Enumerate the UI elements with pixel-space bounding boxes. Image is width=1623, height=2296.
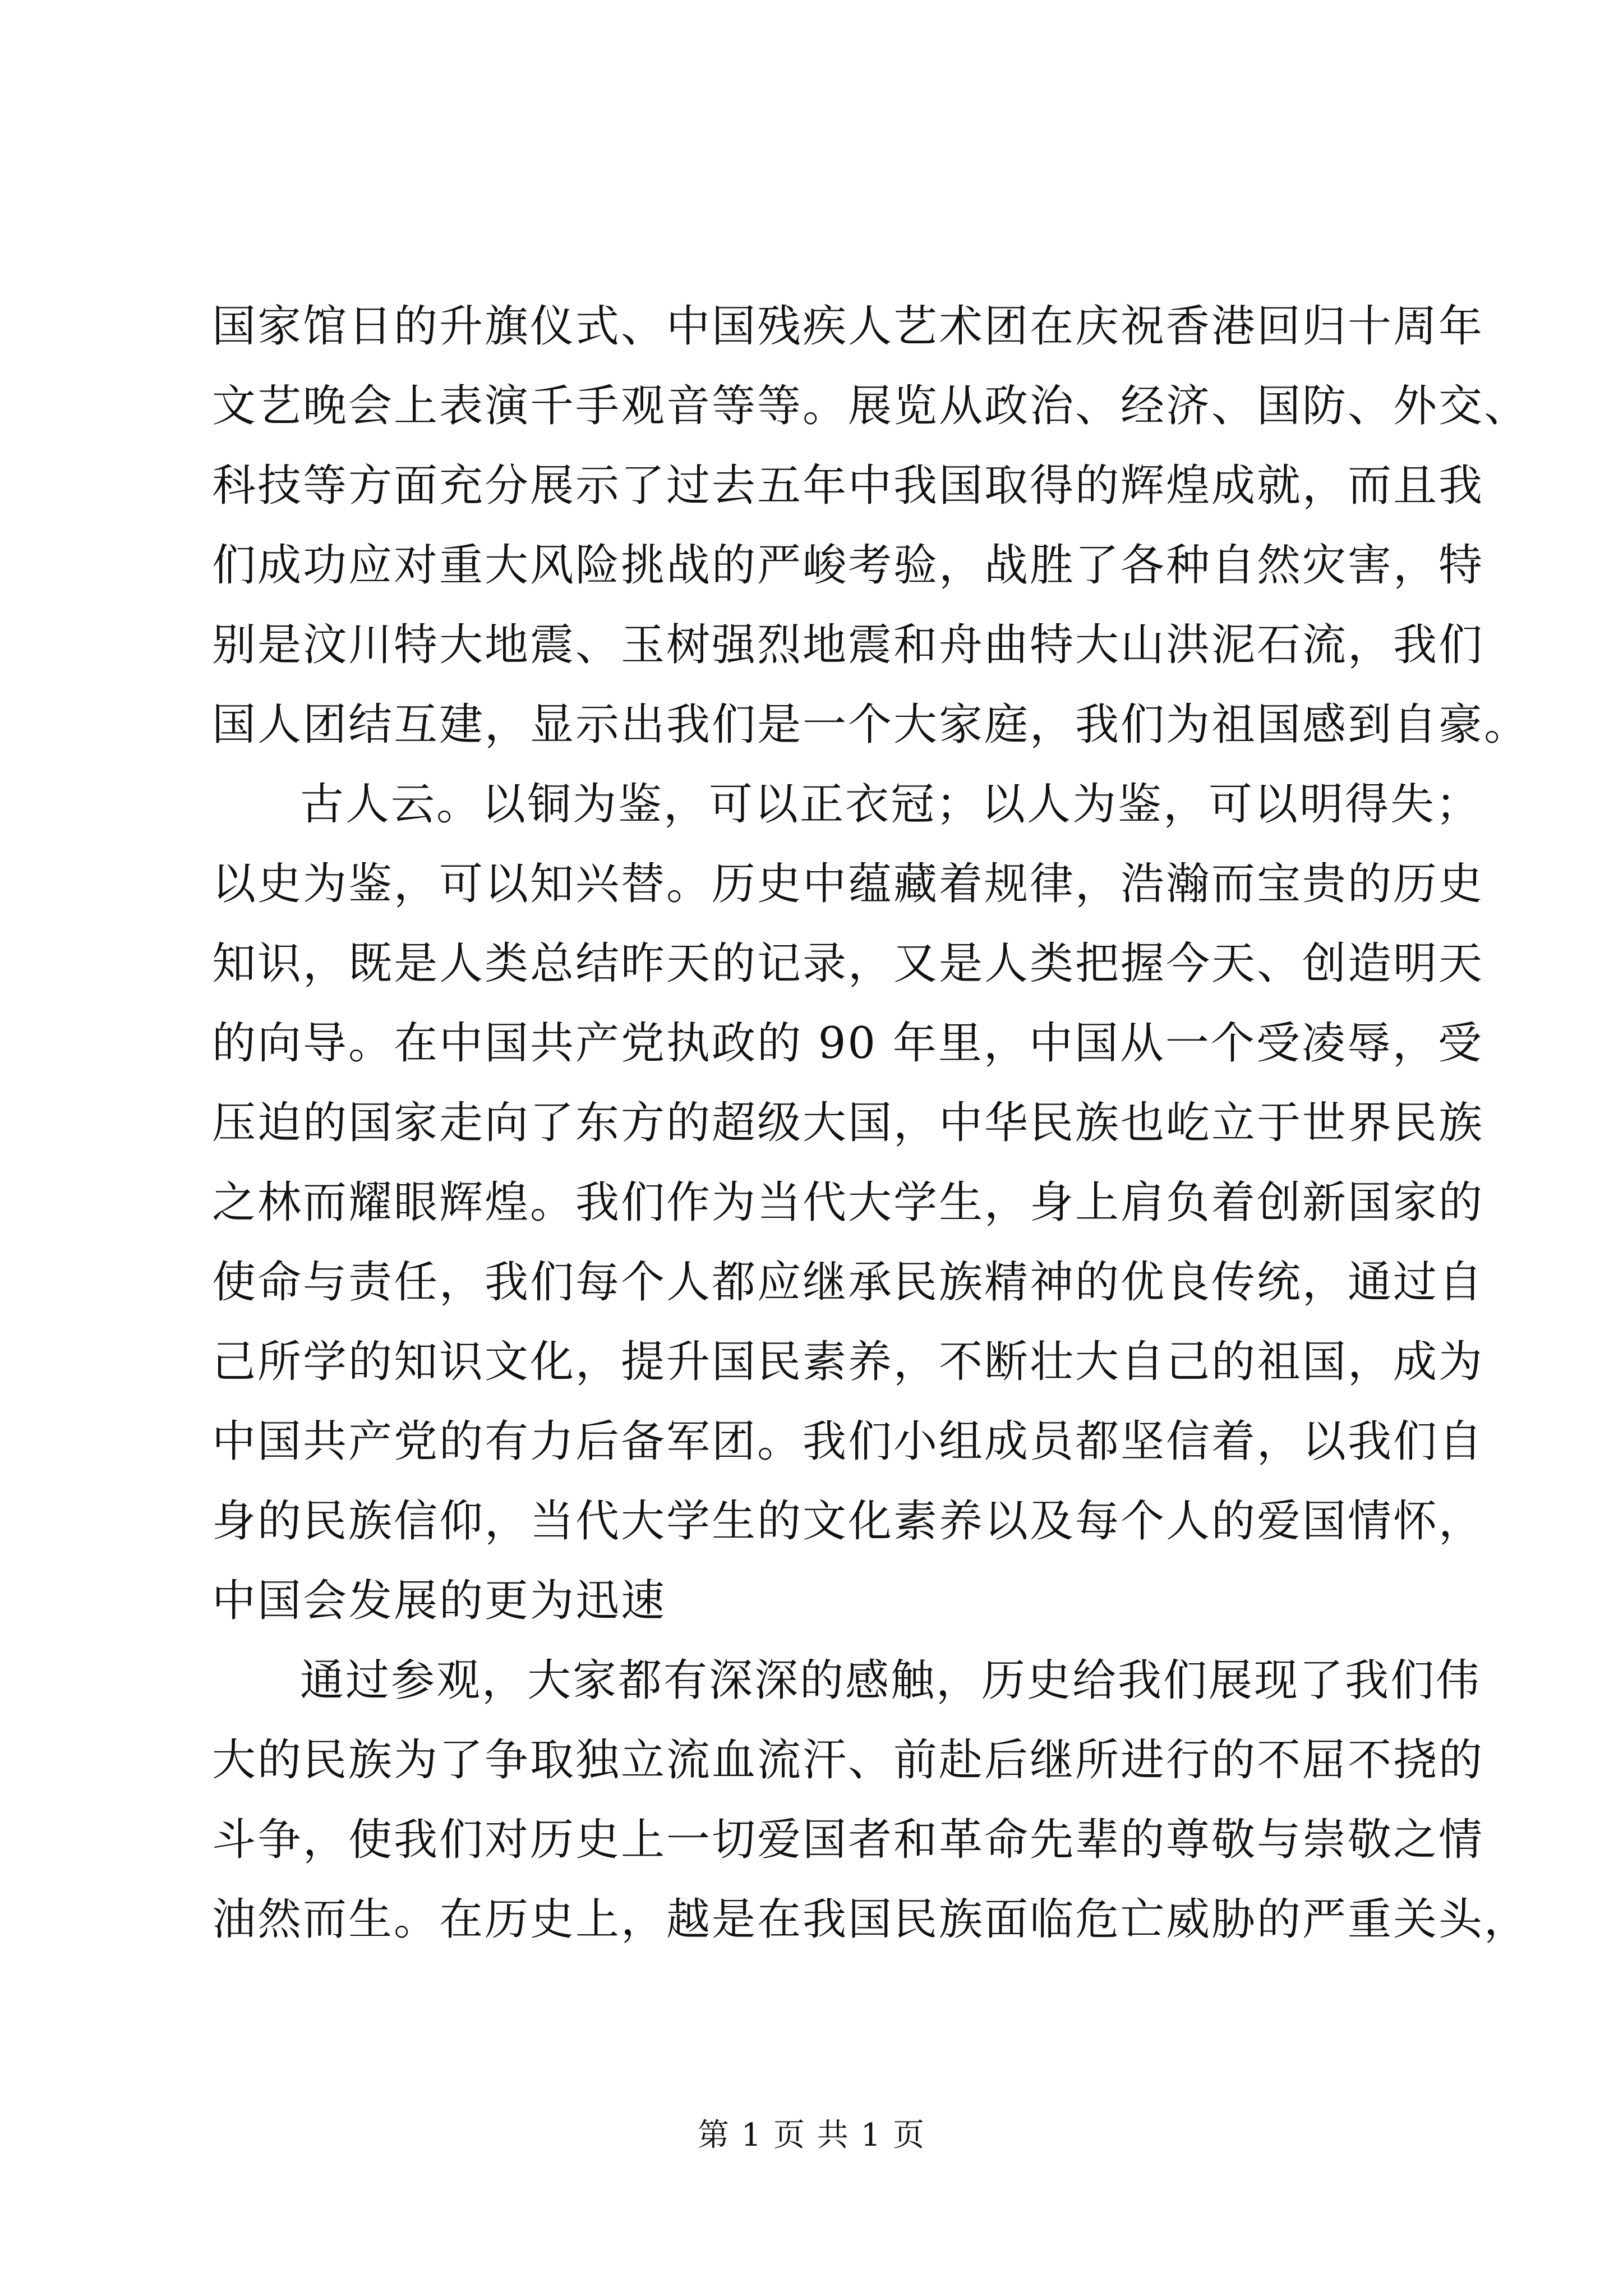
text-line-14: 己所学的知识文化，提升国民素养，不断壮大自己的祖国，成为 <box>212 1337 1484 1387</box>
text-line-19: 大的民族为了争取独立流血流汗、前赴后继所进行的不屈不挠的 <box>212 1735 1484 1786</box>
page-footer: 第 1 页 共 1 页 <box>697 2117 926 2154</box>
text-line-21: 油然而生。在历史上，越是在我国民族面临危亡威胁的严重关头， <box>212 1894 1530 1945</box>
text-line-5: 别是汶川特大地震、玉树强烈地震和舟曲特大山洪泥石流，我们 <box>212 620 1484 670</box>
text-line-8: 以史为鉴，可以知兴替。历史中蕴藏着规律，浩瀚而宝贵的历史 <box>212 859 1484 909</box>
text-line-13: 使命与责任，我们每个人都应继承民族精神的优良传统，通过自 <box>212 1257 1484 1308</box>
text-line-2: 文艺晚会上表演千手观音等等。展览从政治、经济、国防、外交、 <box>212 381 1530 431</box>
text-line-11: 压迫的国家走向了东方的超级大国，中华民族也屹立于世界民族 <box>212 1098 1484 1148</box>
text-line-16: 身的民族信仰，当代大学生的文化素养以及每个人的爱国情怀， <box>212 1496 1484 1547</box>
text-line-1: 国家馆日的升旗仪式、中国残疾人艺术团在庆祝香港回归十周年 <box>212 301 1484 352</box>
text-line-4: 们成功应对重大风险挑战的严峻考验，战胜了各种自然灾害，特 <box>212 540 1484 591</box>
text-line-6: 国人团结互建，显示出我们是一个大家庭，我们为祖国感到自豪。 <box>212 700 1530 750</box>
text-line-20: 斗争，使我们对历史上一切爱国者和革命先辈的尊敬与崇敬之情 <box>212 1815 1484 1865</box>
text-line-10: 的向导。在中国共产党执政的 90 年里，中国从一个受凌辱，受 <box>212 1018 1483 1069</box>
text-line-12: 之林而耀眼辉煌。我们作为当代大学生，身上肩负着创新国家的 <box>212 1177 1484 1228</box>
text-line-7: 古人云。以铜为鉴，可以正衣冠；以人为鉴，可以明得失； <box>300 779 1482 830</box>
text-line-18: 通过参观，大家都有深深的感触，历史给我们展现了我们伟 <box>300 1655 1482 1706</box>
text-line-3: 科技等方面充分展示了过去五年中我国取得的辉煌成就，而且我 <box>212 461 1484 511</box>
text-line-15: 中国共产党的有力后备军团。我们小组成员都坚信着，以我们自 <box>212 1416 1484 1467</box>
text-line-9: 知识，既是人类总结昨天的记录，又是人类把握今天、创造明天 <box>212 938 1484 989</box>
text-line-17: 中国会发展的更为迅速 <box>212 1576 667 1626</box>
